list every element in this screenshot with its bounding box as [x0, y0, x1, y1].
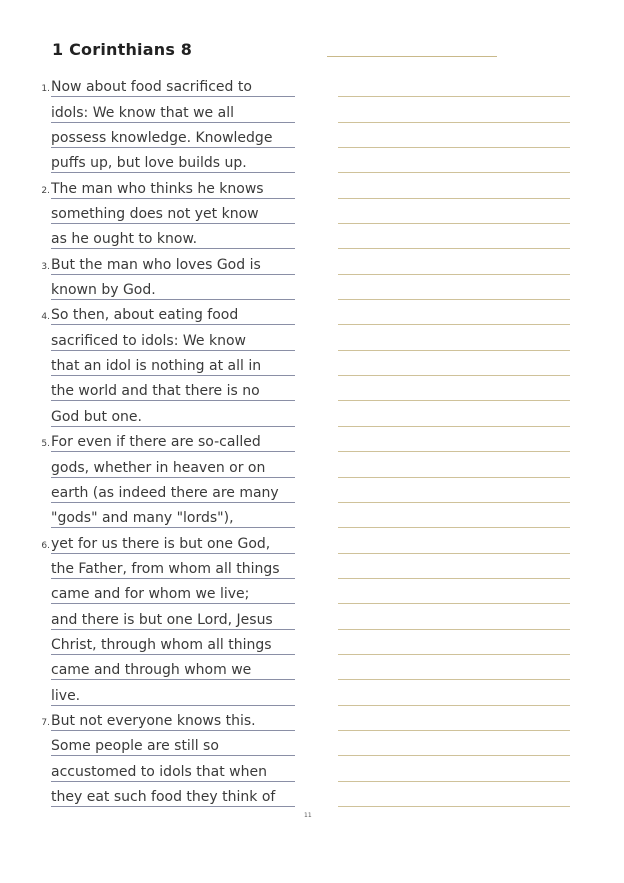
verse-text: the world and that there is no	[51, 383, 260, 400]
copy-writing-line	[338, 604, 570, 629]
verse-line	[0, 401, 300, 426]
verse-line	[0, 199, 300, 224]
verse-text: Now about food sacrificed to	[51, 79, 252, 96]
copy-writing-line	[338, 173, 570, 198]
verse-line	[0, 351, 300, 376]
verse-number: 4.	[41, 312, 50, 323]
copy-writing-line	[338, 680, 570, 705]
verse-line	[0, 173, 300, 198]
copy-writing-line	[338, 427, 570, 452]
writing-column	[338, 72, 570, 807]
verse-line	[0, 325, 300, 350]
copy-writing-line	[338, 731, 570, 756]
copy-writing-line	[338, 148, 570, 173]
verse-line	[0, 148, 300, 173]
text-underline	[51, 806, 295, 807]
copy-writing-line	[338, 655, 570, 680]
verse-text: But not everyone knows this.	[51, 712, 256, 729]
verse-text: something does not yet know	[51, 206, 259, 223]
verse-number: 7.	[41, 717, 50, 728]
copy-writing-line	[338, 376, 570, 401]
copy-writing-line	[338, 249, 570, 274]
verse-line	[0, 452, 300, 477]
copy-writing-line	[338, 325, 570, 350]
verse-text: Christ, through whom all things	[51, 636, 272, 653]
verse-text: For even if there are so-called	[51, 434, 261, 451]
copy-writing-line	[338, 72, 570, 97]
verse-column	[0, 72, 300, 807]
verse-number: 2.	[41, 185, 50, 196]
verse-text: possess knowledge. Knowledge	[51, 130, 273, 147]
verse-text: puffs up, but love builds up.	[51, 155, 247, 172]
copy-writing-line	[338, 199, 570, 224]
copy-writing-line	[338, 528, 570, 553]
verse-line	[0, 503, 300, 528]
verse-text: live.	[51, 687, 81, 704]
copy-writing-line	[338, 630, 570, 655]
copy-writing-line	[338, 275, 570, 300]
copy-writing-line	[338, 503, 570, 528]
copy-writing-line	[338, 452, 570, 477]
verse-text: that an idol is nothing at all in	[51, 358, 262, 375]
verse-line	[0, 579, 300, 604]
page-title: 1 Corinthians 8	[52, 40, 193, 59]
verse-number: 1.	[41, 84, 50, 95]
verse-text: "gods" and many "lords"),	[51, 510, 234, 527]
verse-text: known by God.	[51, 282, 156, 299]
verse-text: earth (as indeed there are many	[51, 484, 279, 501]
copy-writing-line	[338, 756, 570, 781]
copy-writing-line	[338, 300, 570, 325]
verse-line	[0, 123, 300, 148]
verse-text: accustomed to idols that when	[51, 763, 267, 780]
verse-line	[0, 756, 300, 781]
verse-line	[0, 528, 300, 553]
verse-line	[0, 224, 300, 249]
verse-text: as he ought to know.	[51, 231, 198, 248]
copy-writing-line	[338, 706, 570, 731]
copy-writing-line	[338, 97, 570, 122]
verse-line	[0, 680, 300, 705]
verse-text: God but one.	[51, 408, 142, 425]
verse-line	[0, 655, 300, 680]
verse-line	[0, 427, 300, 452]
verse-text: came and through whom we	[51, 662, 252, 679]
verse-text: The man who thinks he knows	[51, 180, 264, 197]
verse-number: 3.	[41, 261, 50, 272]
verse-line	[0, 478, 300, 503]
page-number: 11	[304, 812, 312, 819]
verse-text: they eat such food they think of	[51, 788, 276, 805]
verse-text: the Father, from whom all things	[51, 560, 280, 577]
verse-text: and there is but one Lord, Jesus	[51, 611, 273, 628]
verse-line	[0, 630, 300, 655]
verse-text: yet for us there is but one God,	[51, 535, 271, 552]
copy-writing-line	[338, 554, 570, 579]
verse-line	[0, 97, 300, 122]
copy-writing-line	[338, 579, 570, 604]
verse-line	[0, 376, 300, 401]
copy-writing-line	[338, 478, 570, 503]
verse-text: idols: We know that we all	[51, 104, 234, 121]
verse-number: 5.	[41, 439, 50, 450]
verse-line	[0, 706, 300, 731]
copy-writing-line	[338, 224, 570, 249]
verse-line	[0, 300, 300, 325]
verse-line	[0, 604, 300, 629]
verse-line	[0, 72, 300, 97]
copy-writing-line	[338, 351, 570, 376]
verse-line	[0, 782, 300, 807]
verse-line	[0, 249, 300, 274]
verse-text: Some people are still so	[51, 738, 219, 755]
name-writing-line	[327, 56, 497, 57]
verse-text: came and for whom we live;	[51, 586, 250, 603]
verse-text: gods, whether in heaven or on	[51, 459, 266, 476]
verse-text: So then, about eating food	[51, 307, 239, 324]
verse-line	[0, 275, 300, 300]
copy-writing-line	[338, 123, 570, 148]
verse-text: But the man who loves God is	[51, 256, 261, 273]
verse-line	[0, 554, 300, 579]
verse-line	[0, 731, 300, 756]
verse-number: 6.	[41, 540, 50, 551]
verse-text: sacrificed to idols: We know	[51, 332, 246, 349]
copy-writing-line	[338, 401, 570, 426]
copy-writing-line	[338, 782, 570, 807]
